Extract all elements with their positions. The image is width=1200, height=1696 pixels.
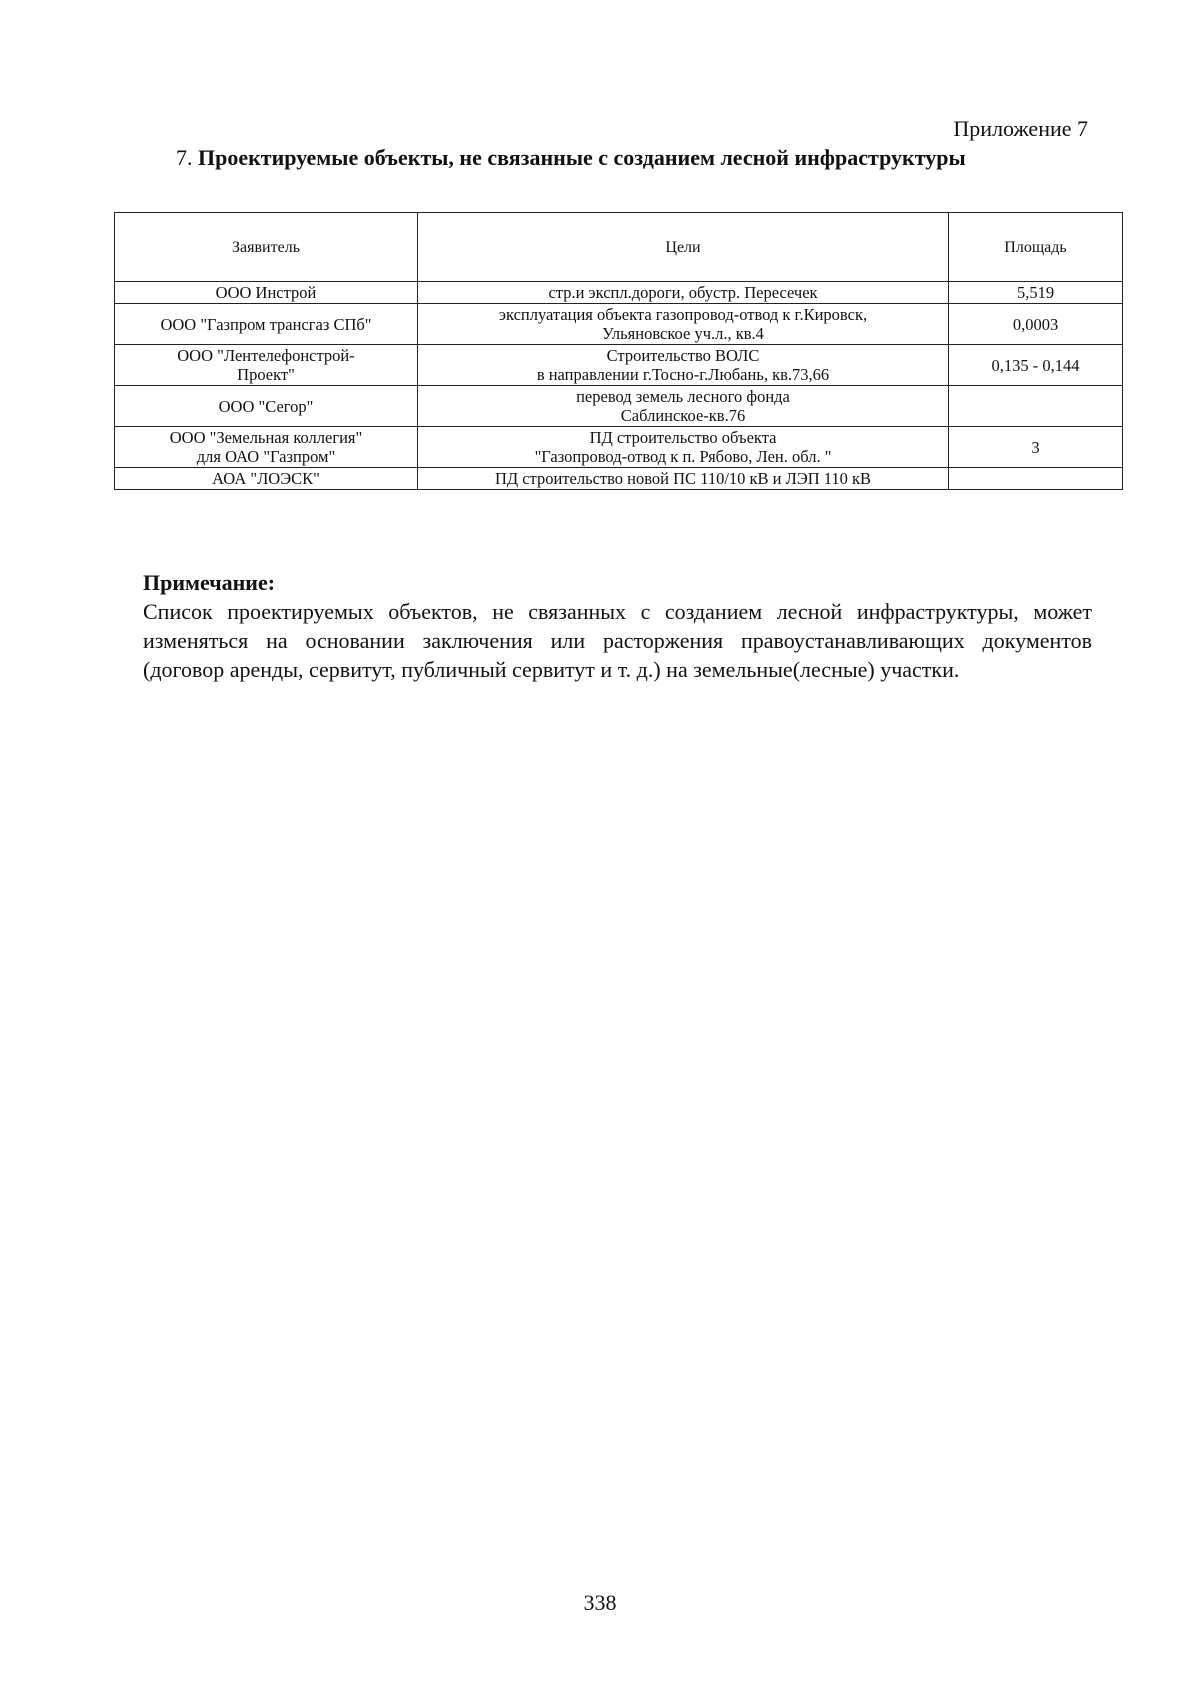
- note-heading: Примечание:: [143, 570, 276, 595]
- table-row: [115, 282, 1123, 304]
- cell-line: перевод земель лесного фонда: [576, 387, 790, 406]
- cell-line: "Газопровод-отвод к п. Рябово, Лен. обл. ": [534, 447, 832, 466]
- title-number: 7.: [176, 145, 193, 170]
- cell-area: 0,135 - 0,144: [949, 345, 1123, 386]
- cell-area: 3: [949, 427, 1123, 468]
- cell-line: в направлении г.Тосно-г.Любань, кв.73,66: [536, 365, 830, 384]
- note-text: Список проектируемых объектов, не связанных с созданием лесной инфраструктуры, может изменяться на основании заключения или расторжения правоустанавливающих документов (договор аренды, сервитут, публичный сервитут и т. д.) на земельные(лесные) участки.: [143, 599, 1092, 682]
- cell-goal: [418, 468, 949, 490]
- cell-line: ООО "Земельная коллегия": [169, 428, 363, 447]
- cell-line: Саблинское-кв.76: [620, 406, 746, 425]
- title-text: Проектируемые объекты, не связанные с созданием лесной инфраструктуры: [198, 145, 966, 170]
- header-goals: Цели: [418, 213, 949, 282]
- cell-line: Строительство ВОЛС: [606, 346, 760, 365]
- table-row: [115, 468, 1123, 490]
- cell-goal: [418, 304, 949, 345]
- page-number: 338: [583, 1590, 617, 1615]
- appendix-label: Приложение 7: [953, 116, 1088, 141]
- cell-line: Ульяновское уч.л., кв.4: [602, 324, 764, 343]
- cell-line: ООО "Сегор": [218, 396, 314, 416]
- cell-applicant: [115, 345, 418, 386]
- table-row: [115, 386, 1123, 427]
- cell-line: Проект": [237, 365, 295, 384]
- table-header-row: [115, 213, 1123, 282]
- header-applicant: Заявитель: [115, 213, 418, 282]
- cell-goal: [418, 345, 949, 386]
- cell-area: 0,0003: [949, 304, 1123, 345]
- cell-line: ООО Инстрой: [215, 283, 317, 302]
- objects-table: [114, 212, 1123, 490]
- cell-line: ООО "Газпром трансгаз СПб": [160, 314, 372, 334]
- cell-area: [949, 386, 1123, 427]
- document-title: [176, 145, 966, 171]
- cell-line: ООО "Лентелефонстрой-: [177, 346, 355, 365]
- cell-applicant: [115, 282, 418, 304]
- table-row: [115, 427, 1123, 468]
- cell-goal: [418, 427, 949, 468]
- note-block: [143, 568, 1092, 684]
- cell-line: ПД строительство новой ПС 110/10 кВ и ЛЭП 110 кВ: [494, 469, 872, 488]
- cell-area: 5,519: [949, 282, 1123, 304]
- cell-applicant: [115, 427, 418, 468]
- cell-area: [949, 468, 1123, 490]
- table-row: [115, 345, 1123, 386]
- cell-applicant: [115, 304, 418, 345]
- cell-goal: [418, 282, 949, 304]
- cell-line: для ОАО "Газпром": [196, 447, 336, 466]
- cell-line: стр.и экспл.дороги, обустр. Пересечек: [548, 283, 818, 302]
- cell-applicant: [115, 386, 418, 427]
- cell-goal: [418, 386, 949, 427]
- header-area: Площадь: [949, 213, 1123, 282]
- table-row: [115, 304, 1123, 345]
- cell-line: эксплуатация объекта газопровод-отвод к г.Кировск,: [498, 305, 868, 324]
- cell-line: АОА "ЛОЭСК": [212, 469, 320, 488]
- cell-line: ПД строительство объекта: [589, 428, 777, 447]
- cell-applicant: [115, 468, 418, 490]
